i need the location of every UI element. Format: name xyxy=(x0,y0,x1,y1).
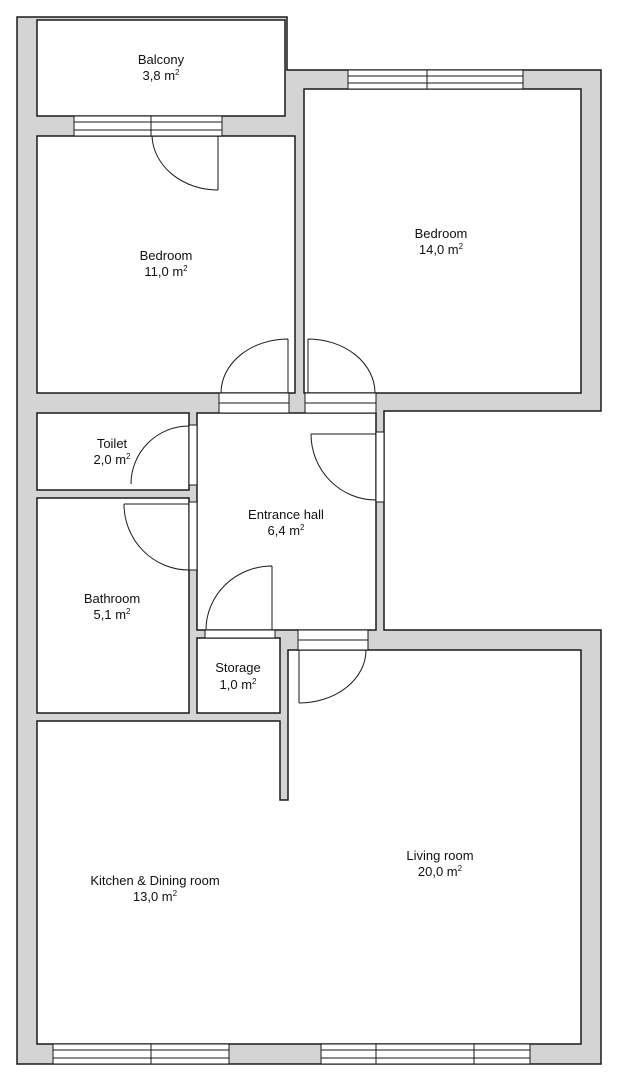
label-entrance-hall-area: 6,4 $m^2$ xyxy=(267,523,305,538)
label-kitchen-dining-name: Kitchen & Dining room xyxy=(90,873,220,888)
label-bedroom-right-area: 14,0 $m^2$ xyxy=(418,242,464,257)
window-kitchen xyxy=(53,1044,229,1064)
rooms xyxy=(37,20,581,1044)
window-living xyxy=(321,1044,530,1064)
label-balcony-name: Balcony xyxy=(137,52,185,67)
window-balcony xyxy=(74,116,222,136)
label-bedroom-left-name: Bedroom xyxy=(139,248,193,263)
label-bedroom-left-area: 11,0 $m^2$ xyxy=(144,264,188,279)
label-entrance-hall-name: Entrance hall xyxy=(248,507,324,522)
label-living-room-area: 20,0 $m^2$ xyxy=(417,864,463,879)
room-storage xyxy=(197,638,280,713)
label-balcony-area: 3,8 $m^2$ xyxy=(142,68,180,83)
room-bedroom-right xyxy=(304,89,581,393)
label-bathroom-area: 5,1 $m^2$ xyxy=(93,607,131,622)
label-living-room-name: Living room xyxy=(406,848,474,863)
label-toilet-area: 2,0 $m^2$ xyxy=(93,452,131,467)
label-storage-area: 1,0 $m^2$ xyxy=(219,677,257,692)
window-bedroom-right xyxy=(348,70,523,89)
label-bedroom-right-name: Bedroom xyxy=(414,226,468,241)
label-toilet-name: Toilet xyxy=(96,436,128,451)
label-storage-name: Storage xyxy=(215,660,261,675)
label-bathroom-name: Bathroom xyxy=(83,591,141,606)
label-kitchen-dining-area: 13,0 $m^2$ xyxy=(132,889,178,904)
